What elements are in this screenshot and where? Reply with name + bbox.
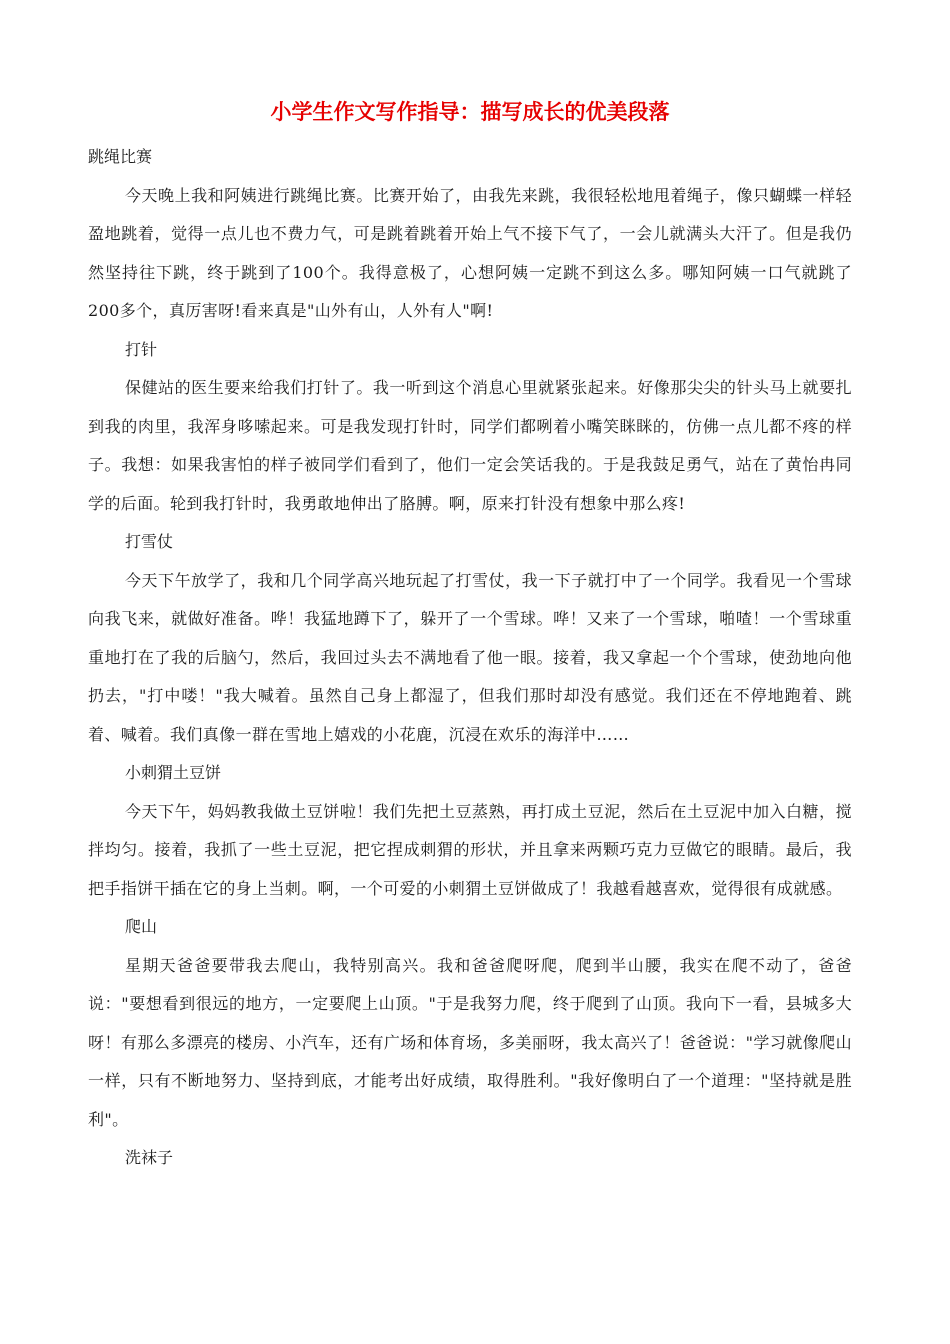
section-paragraph: 今天下午放学了，我和几个同学高兴地玩起了打雪仗，我一下子就打中了一个同学。我看见一个雪球向我飞来，就做好准备。哗！我猛地蹲下了，躲开了一个雪球。哗！又来了一个雪球，啪喳！一个雪球重重地打在了我的后脑勺，然后，我回过头去不满地看了他一眼。接着，我又拿起一个个雪球，使劲地向他扔去，"打中喽！"我大喊着。虽然自己身上都湿了，但我们那时却没有感觉。我们还在不停地跑着、跳着、喊着。我们真像一群在雪地上嬉戏的小花鹿，沉浸在欢乐的海洋中…… [88,570,852,744]
section-hedgehog-potato-cake [88,754,852,908]
section-jump-rope [88,138,852,331]
section-heading: 爬山 [125,917,158,936]
section-paragraph: 保健站的医生要来给我们打针了。我一听到这个消息心里就紧张起来。好像那尖尖的针头马上就要扎到我的肉里，我浑身哆嗦起来。可是我发现打针时，同学们都咧着小嘴笑眯眯的，仿佛一点儿都不疼的样子。我想：如果我害怕的样子被同学们看到了，他们一定会笑话我的。于是我鼓足勇气，站在了黄怡冉同学的后面。轮到我打针时，我勇敢地伸出了胳膊。啊，原来打针没有想象中那么疼! [88,378,852,513]
section-washing-socks [88,1139,852,1178]
section-heading: 打雪仗 [125,532,174,551]
section-paragraph: 星期天爸爸要带我去爬山，我特别高兴。我和爸爸爬呀爬，爬到半山腰，我实在爬不动了，爸爸说："要想看到很远的地方，一定要爬上山顶。"于是我努力爬，终于爬到了山顶。我向下一看，县城多大呀！有那么多漂亮的楼房、小汽车，还有广场和体育场，多美丽呀，我太高兴了！爸爸说："学习就像爬山一样，只有不断地努力、坚持到底，才能考出好成绩，取得胜利。"我好像明白了一个道理："坚持就是胜利"。 [88,955,852,1129]
section-snowball-fight [88,523,852,754]
section-paragraph: 今天晚上我和阿姨进行跳绳比赛。比赛开始了，由我先来跳，我很轻松地甩着绳子，像只蝴蝶一样轻盈地跳着，觉得一点儿也不费力气，可是跳着跳着开始上气不接下气了，一会儿就满头大汗了。但是我仍然坚持往下跳，终于跳到了100个。我得意极了，心想阿姨一定跳不到这么多。哪知阿姨一口气就跳了200多个，真厉害呀!看来真是"山外有山，人外有人"啊! [88,185,852,320]
section-heading: 小刺猬土豆饼 [125,763,222,782]
document-page [88,96,852,1178]
document-title: 小学生作文写作指导：描写成长的优美段落 [270,100,670,124]
section-heading: 洗袜子 [125,1148,174,1167]
section-injection [88,331,852,524]
section-heading: 打针 [125,339,158,359]
section-mountain-climbing [88,908,852,1139]
section-heading: 跳绳比赛 [88,147,153,166]
section-paragraph: 今天下午，妈妈教我做土豆饼啦！我们先把土豆蒸熟，再打成土豆泥，然后在土豆泥中加入白糖，搅拌均匀。接着，我抓了一些土豆泥，把它捏成刺猬的形状，并且拿来两颗巧克力豆做它的眼睛。最后，我把手指饼干插在它的身上当刺。啊，一个可爱的小刺猬土豆饼做成了！我越看越喜欢，觉得很有成就感。 [88,801,852,898]
